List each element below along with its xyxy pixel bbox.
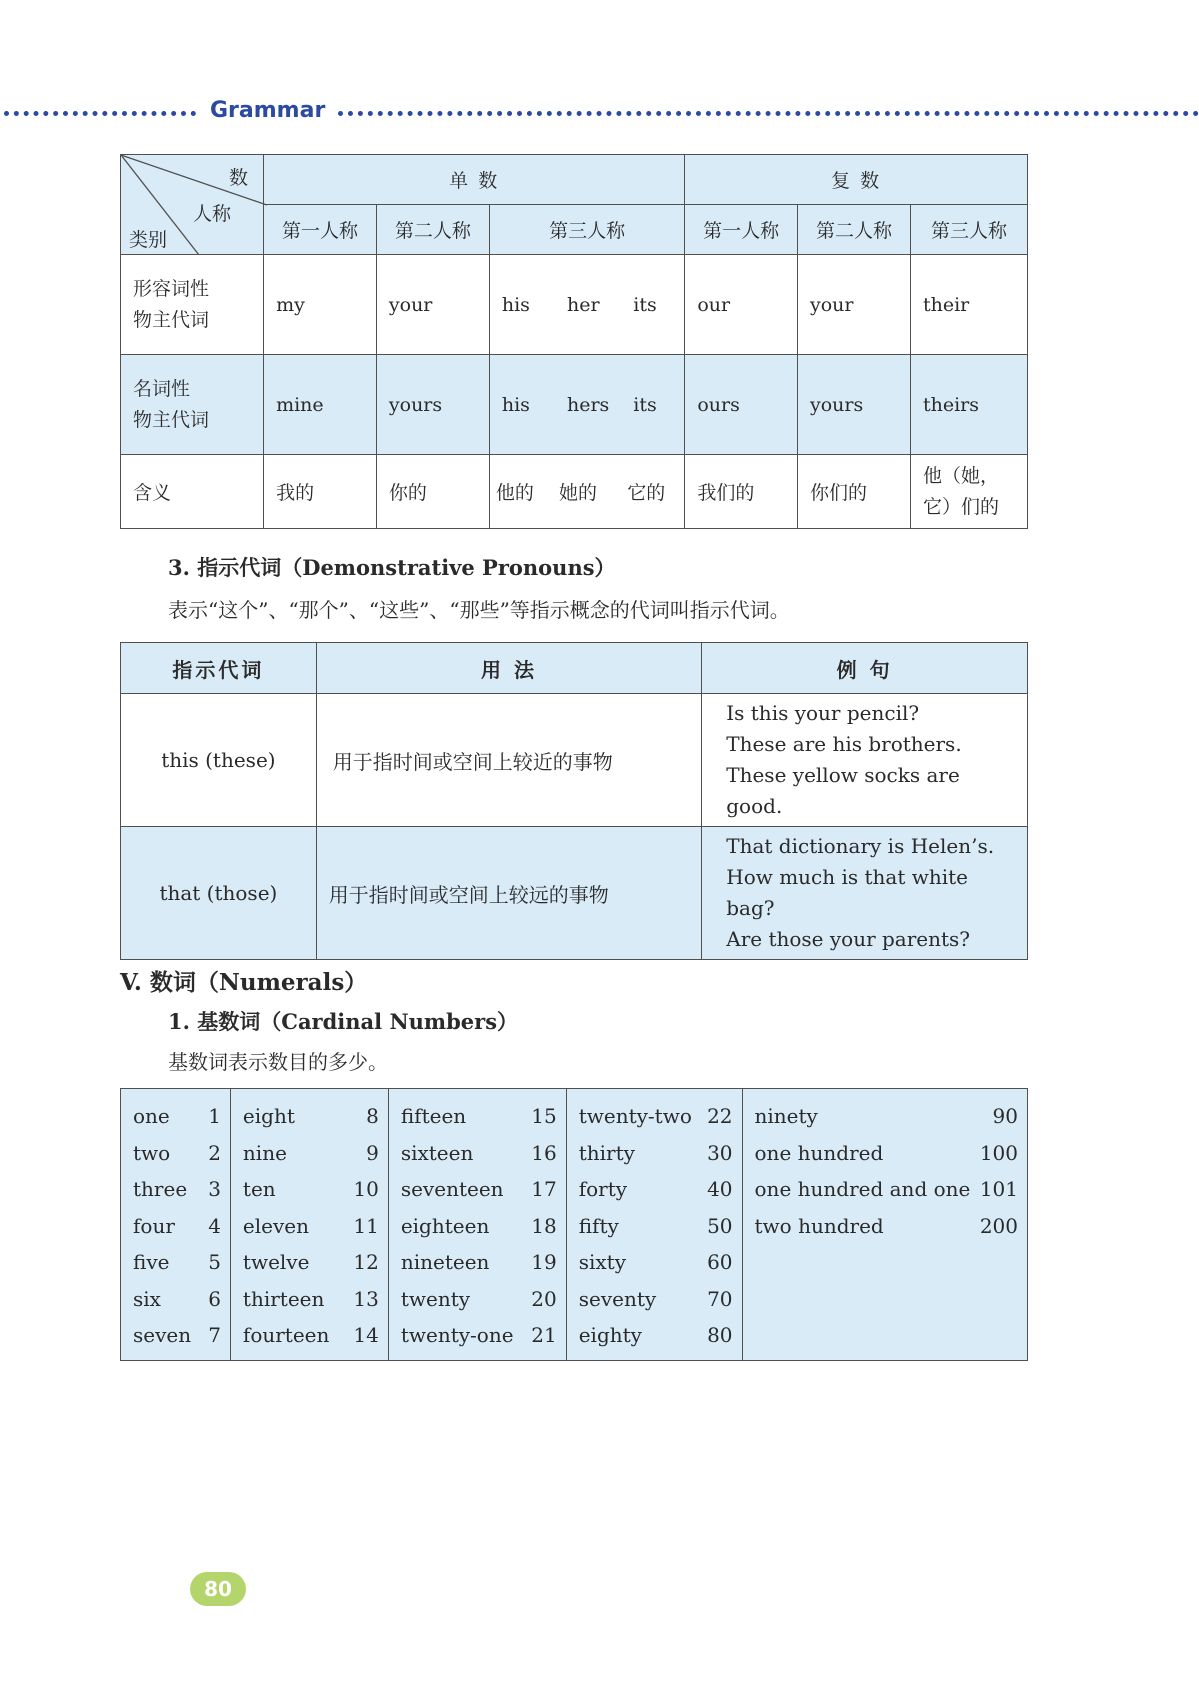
table-cell: 你们的: [798, 455, 911, 529]
table-row: [121, 694, 1028, 827]
person-header: 第三人称: [910, 205, 1027, 255]
demonstrative-usage: 用于指时间或空间上较近的事物: [316, 694, 701, 827]
number-word: thirty: [578, 1140, 635, 1165]
column-header: 用 法: [316, 643, 701, 694]
number-word: ten: [242, 1177, 276, 1201]
number-entry: [579, 1208, 733, 1245]
table-cell: its: [621, 355, 685, 455]
number-value: 100: [979, 1140, 1018, 1165]
table-cell: 他的: [489, 455, 555, 529]
number-entry: [133, 1281, 221, 1318]
number-entry: [133, 1171, 221, 1208]
number-word: forty: [578, 1177, 628, 1201]
header-title: Grammar: [210, 98, 326, 123]
number-word: ninety: [754, 1104, 818, 1128]
number-value: 8: [366, 1104, 379, 1128]
number-word: fifty: [578, 1213, 619, 1238]
table-cell: ours: [685, 355, 798, 455]
corner-cell: [121, 155, 264, 255]
group-plural: 复 数: [685, 155, 1028, 205]
corner-shu: 数: [229, 167, 249, 189]
table-cell: your: [376, 255, 489, 355]
number-word: seventeen: [400, 1177, 504, 1201]
number-value: 1: [208, 1104, 221, 1128]
number-entry: [243, 1135, 379, 1172]
number-value: 22: [707, 1104, 733, 1128]
person-header: 第三人称: [489, 205, 684, 255]
cardinal-title: 1. 基数词（Cardinal Numbers）: [168, 1009, 519, 1034]
number-value: 80: [707, 1323, 733, 1347]
number-word: five: [133, 1250, 170, 1274]
number-value: 7: [208, 1323, 221, 1347]
number-value: 10: [353, 1177, 379, 1201]
number-entry: [579, 1317, 733, 1354]
number-column: [388, 1089, 566, 1361]
header-dots-right: [338, 111, 1199, 116]
person-header: 第二人称: [376, 205, 489, 255]
number-word: eight: [242, 1104, 295, 1128]
table-row: [121, 455, 1028, 529]
table-cell: 它的: [621, 455, 685, 529]
number-entry: [133, 1135, 221, 1172]
number-word: nine: [242, 1140, 287, 1165]
row-label: 含义: [121, 455, 264, 529]
table-cell: its: [621, 255, 685, 355]
numerals-title: V. 数词（Numerals）: [120, 969, 368, 996]
number-entry: [755, 1135, 1018, 1172]
cardinal-numbers-table: [120, 1088, 1028, 1361]
column-header: 指示代词: [121, 643, 317, 694]
person-header: 第二人称: [798, 205, 911, 255]
row-label: 形容词性 物主代词: [121, 255, 264, 355]
number-entry: [133, 1244, 221, 1281]
page-header: [0, 98, 1199, 128]
number-word: twelve: [242, 1250, 310, 1274]
demonstrative-word: that (those): [121, 827, 317, 960]
number-value: 3: [208, 1177, 221, 1201]
number-entry: [401, 1208, 557, 1245]
number-value: 9: [366, 1140, 379, 1165]
column-header: 例 句: [702, 643, 1028, 694]
number-value: 16: [531, 1140, 557, 1165]
demonstrative-word: this (these): [121, 694, 317, 827]
demonstrative-desc: 表示“这个”、“那个”、“这些”、“那些”等指示概念的代词叫指示代词。: [168, 598, 790, 622]
number-value: 30: [707, 1140, 733, 1165]
number-word: one hundred: [754, 1140, 884, 1165]
number-entry: [243, 1098, 379, 1135]
table-cell: our: [685, 255, 798, 355]
number-entry: [579, 1171, 733, 1208]
number-entry: [755, 1098, 1018, 1135]
table-cell: 他（她， 它）们的: [910, 455, 1027, 529]
number-word: thirteen: [242, 1286, 325, 1311]
number-column: [230, 1089, 388, 1361]
demonstrative-examples: Is this your pencil? These are his brothers. These yellow socks are good.: [702, 694, 1028, 827]
number-word: twenty-one: [400, 1323, 514, 1347]
number-entry: [133, 1317, 221, 1354]
number-word: twenty-two: [578, 1104, 692, 1128]
table-cell: 你的: [376, 455, 489, 529]
number-value: 4: [208, 1213, 221, 1238]
number-entry: [401, 1171, 557, 1208]
number-value: 14: [353, 1323, 379, 1347]
number-value: 15: [531, 1104, 557, 1128]
number-word: fifteen: [400, 1104, 467, 1128]
number-value: 101: [979, 1177, 1018, 1201]
number-entry: [579, 1281, 733, 1318]
table-cell: 我们的: [685, 455, 798, 529]
table-cell: 我的: [264, 455, 377, 529]
person-header: 第一人称: [685, 205, 798, 255]
number-value: 50: [707, 1213, 733, 1238]
number-word: twenty: [400, 1286, 471, 1311]
number-entry: [133, 1098, 221, 1135]
demonstrative-usage: 用于指时间或空间上较远的事物: [316, 827, 701, 960]
number-entry: [755, 1208, 1018, 1245]
number-column: [566, 1089, 742, 1361]
number-value: 11: [353, 1213, 379, 1238]
number-entry: [401, 1317, 557, 1354]
table-cell: her: [555, 255, 621, 355]
number-entry: [243, 1317, 379, 1354]
number-word: one hundred and one: [754, 1177, 971, 1201]
number-value: 2: [208, 1140, 221, 1165]
table-cell: his: [489, 255, 555, 355]
table-cell: theirs: [910, 355, 1027, 455]
number-entry: [579, 1135, 733, 1172]
number-word: eighteen: [400, 1213, 490, 1238]
number-word: six: [133, 1286, 161, 1311]
number-word: sixty: [578, 1250, 626, 1274]
number-entry: [579, 1098, 733, 1135]
number-column: [742, 1089, 1027, 1361]
number-value: 13: [353, 1286, 379, 1311]
table-cell: mine: [264, 355, 377, 455]
number-word: eighty: [578, 1323, 642, 1347]
number-word: seven: [133, 1323, 192, 1347]
number-entry: [243, 1171, 379, 1208]
page-number: 80: [190, 1572, 246, 1606]
number-entry: [401, 1098, 557, 1135]
row-label: 名词性 物主代词: [121, 355, 264, 455]
demonstrative-table: [120, 642, 1028, 960]
number-value: 17: [531, 1177, 557, 1201]
table-cell: yours: [376, 355, 489, 455]
table-cell: my: [264, 255, 377, 355]
table-row: [121, 827, 1028, 960]
number-value: 21: [531, 1323, 557, 1347]
number-entry: [133, 1208, 221, 1245]
demonstrative-title: 3. 指示代词（Demonstrative Pronouns）: [168, 555, 616, 580]
number-word: eleven: [242, 1213, 310, 1238]
number-value: 5: [208, 1250, 221, 1274]
table-cell: their: [910, 255, 1027, 355]
number-entry: [243, 1244, 379, 1281]
number-value: 20: [531, 1286, 557, 1311]
number-word: two: [133, 1140, 171, 1165]
number-value: 40: [707, 1177, 733, 1201]
number-entry: [401, 1135, 557, 1172]
number-value: 6: [208, 1286, 221, 1311]
cardinal-desc: 基数词表示数目的多少。: [168, 1050, 388, 1074]
table-cell: your: [798, 255, 911, 355]
number-column: [121, 1089, 231, 1361]
table-row: [121, 255, 1028, 355]
number-value: 60: [707, 1250, 733, 1274]
table-row: [121, 355, 1028, 455]
table-cell: 她的: [555, 455, 621, 529]
number-word: nineteen: [400, 1250, 490, 1274]
number-entry: [243, 1208, 379, 1245]
number-word: sixteen: [400, 1140, 474, 1165]
number-value: 70: [707, 1286, 733, 1311]
number-entry: [579, 1244, 733, 1281]
table-cell: his: [489, 355, 555, 455]
number-entry: [755, 1171, 1018, 1208]
possessive-pronoun-table: [120, 154, 1028, 529]
demonstrative-examples: That dictionary is Helen’s. How much is that white bag? Are those your parents?: [702, 827, 1028, 960]
person-header: 第一人称: [264, 205, 377, 255]
number-word: four: [133, 1213, 175, 1238]
number-entry: [401, 1281, 557, 1318]
number-entry: [401, 1244, 557, 1281]
number-word: two hundred: [754, 1213, 884, 1238]
number-value: 200: [979, 1213, 1018, 1238]
number-word: fourteen: [242, 1323, 330, 1347]
table-cell: yours: [798, 355, 911, 455]
number-value: 12: [353, 1250, 379, 1274]
number-value: 90: [992, 1104, 1018, 1128]
number-word: one: [133, 1104, 170, 1128]
number-entry: [243, 1281, 379, 1318]
number-word: seventy: [578, 1286, 657, 1311]
corner-leibie: 类别: [129, 229, 168, 251]
table-cell: hers: [555, 355, 621, 455]
group-singular: 单 数: [264, 155, 685, 205]
corner-renchen: 人称: [193, 203, 232, 225]
number-value: 19: [531, 1250, 557, 1274]
header-dots-left: [4, 111, 196, 116]
number-value: 18: [531, 1213, 557, 1238]
number-word: three: [133, 1177, 188, 1201]
